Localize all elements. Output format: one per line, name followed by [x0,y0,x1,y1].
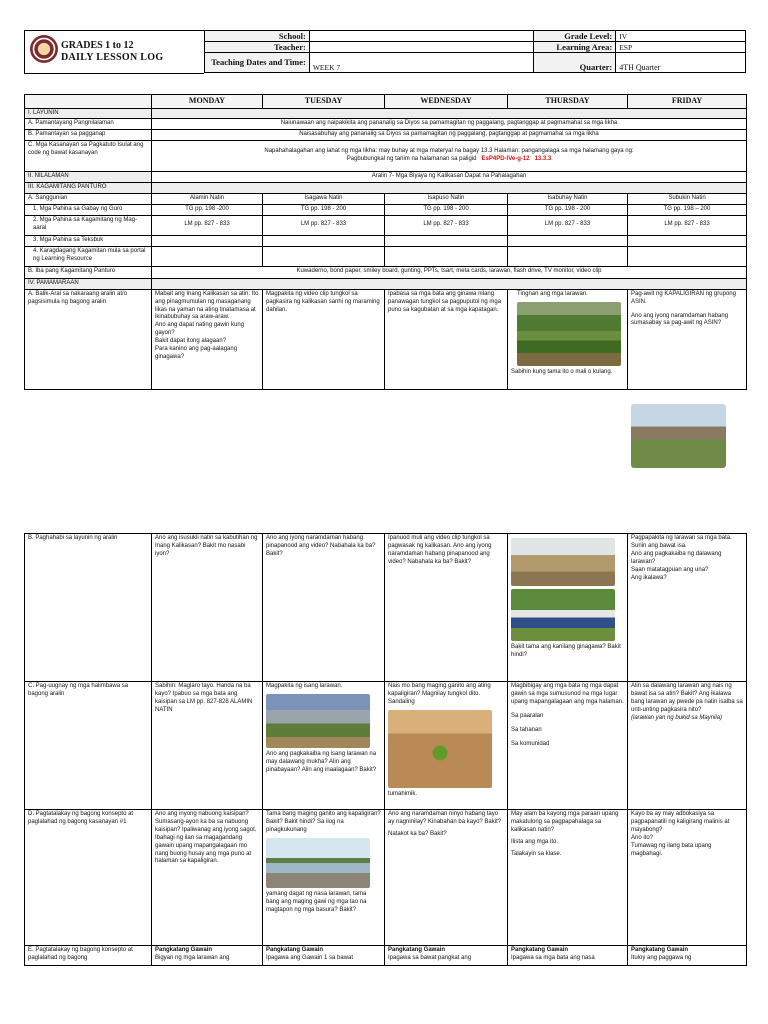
karagdagang-thursday [508,246,628,266]
paghahabi-friday-p2: Ano ang pagkakaiba ng dalawang larawan? [631,550,722,565]
row-label-pagtatalakay-1: D. Pagtatalakay ng bagong konsepto at paglalahad ng bagong kasanayan #1 [25,810,152,946]
nilalaman-value: Aralin 7- Mga Biyaya ng Kalikasan Dapat na Pahalagahan [152,172,747,183]
gawain-wednesday-text: Ipagawa sa bawat pangkat ang [388,954,472,961]
logo-title: GRADES 1 to 12 [61,40,134,51]
section-kagamitang-panturo: III. KAGAMITANG PANTURO [25,183,152,194]
balik-aral-friday-p2: Ano ang iyong naramdaman habang sumasabay sa pag-awit ng ASIN? [631,312,729,327]
pagtatalakay-friday-p2: Ano ito? [631,834,654,841]
pag-uugnay-friday-main: Alin sa dalawang larawan ang nais ng bawat isa sa atin? Bakit? Ang ikalawa bang larawan ay pwede pa natin isalba sa unti-unting pagkasira nito? [631,683,743,713]
lm-pages-tuesday: LM pp. 827 - 833 [263,215,385,235]
gawain-thursday-title: Pangkatang Gawain [511,947,569,953]
village-photo [631,404,726,468]
balik-aral-monday-p2: Ano ang dapat nating gawin kung gayon? [155,322,245,337]
gawain-thursday [508,946,628,966]
pagtatalakay-friday [628,810,747,946]
gawain-tuesday [263,946,385,966]
city-vs-nature-photo [266,694,370,748]
lm-pages-monday: LM pp. 827 - 833 [152,215,263,235]
section-pamamaraan-fill [152,278,747,289]
karagdagang-friday [628,246,747,266]
day-header-monday: MONDAY [152,95,263,109]
pagtatalakay-thursday [508,810,628,946]
pamantayan-pagganap-value: Naisasabuhay ang pananalig sa Diyos sa pamamagitan ng paggalang, pagtanggap at pagmamahal sa mga likha [152,130,747,141]
gawain-wednesday-title: Pangkatang Gawain [388,947,446,953]
kasanayan-text: Napahahalagahan ang lahat ng mga likha: may buhay at mga materyal na bagay 13.3 Halaman: pangangalaga sa mga halamang gaya ng: [264,148,634,155]
section-kagamitang-fill [152,183,747,194]
row-label-iba-pang-kagamitan: B. Iba pang Kagamitang Panturo [25,266,152,278]
pag-uugnay-wednesday-top: Nais mo bang maging ganito ang ating kapaligiran? Magnilay tungkol dito. Sandaling [388,683,491,705]
pagtatalakay-monday-p1: Ano ang inyong nabuong kaisipan? [155,811,249,817]
grade-level-value: IV [616,31,746,42]
teaching-dates-value: WEEK 7 [309,53,534,73]
phase-monday: Alamin Natin [152,194,263,205]
dll-header [24,30,746,74]
gawain-monday [152,946,263,966]
paghahabi-friday [628,534,747,682]
day-header-tuesday: TUESDAY [263,95,385,109]
quarter-value: 4TH Quarter [616,53,746,73]
farm-photo [511,538,615,586]
balik-aral-monday-p4: Para kanino ang pag-aalagang ginagawa? [155,346,238,360]
garden-photo [517,302,621,366]
pagtatalakay-monday-p3: Ibahagi ng ilan sa magagandang gawain upang mapangalagaan mo nang buong husay ang mga puno at halaman sa kapaligiran. [155,834,252,865]
gawain-wednesday [385,946,508,966]
balik-aral-friday [628,289,747,389]
pagtatalakay-tuesday [263,810,385,946]
dry-land-photo [388,710,492,788]
phase-tuesday: Isagawa Natin [263,194,385,205]
pag-uugnay-monday: Sabihin: Maglaro tayo. Handa na ba kayo? Ipabuo sa mga bata ang kaisipan sa LM pp. 827-828 ALAMIN NATIN [152,682,263,810]
tg-pages-wednesday: TG pp. 198 - 200 [385,204,508,215]
pag-uugnay-thursday-p3: Sa tahanan [511,726,542,733]
kasanayan-value [152,141,747,172]
row-label-karagdagang-kagamitan: 4. Karagdagang Kagamitan mula sa portal ng Learning Resource [25,246,152,266]
lm-pages-friday: LM pp. 827 - 833 [628,215,747,235]
pag-uugnay-thursday-p2: Sa paaralan [511,712,544,719]
polluted-river-photo [266,838,370,888]
balik-aral-tuesday-p1: Magpakita ng video clip tungkol sa pagkasira ng kalikasan sanhi ng maraming dahilan. [266,290,380,313]
balik-aral-monday-p1: Mabait ang Inang Kalikasan sa atin. Ito ang pinagmumulan ng masaganang likas na yaman na ating tinatamasa at ikinabubuhay sa araw-araw. [155,290,259,321]
paghahabi-friday-p1: Pagpapakita ng larawan sa mga bata. Suriin ang bawat isa. [631,535,732,549]
grade-level-label: Grade Level: [534,31,616,42]
school-label: School: [205,31,310,42]
pagtatalakay-tuesday-bottom: yamang dagat ng nasa larawan, tama bang ang maging gawi ng mga tao na magtapon ng mga basura? Bakit? [266,890,367,913]
pagtatalakay-friday-p1: Kayo ba ay may adbokasiya sa pagpapanatili ng kaligirang malinis at mayabong? [631,811,730,833]
teksbuk-friday [628,235,747,246]
dll-main-table [24,94,747,390]
balik-aral-tuesday [263,289,385,389]
pag-uugnay-thursday-p4: Sa komunidad [511,740,550,747]
paghahabi-friday-p3: Saan matatagpuan ang una? [631,566,709,573]
teacher-label: Teacher: [205,42,310,53]
learning-area-value: ESP [616,42,746,53]
cleanup-photo [511,589,615,641]
row-label-paghahabi: B. Paghahabi sa layunin ng aralin [25,534,152,682]
corner-cell [25,95,152,109]
school-value [309,31,534,42]
pagtatalakay-thursday-p1: May alam ba kayong mga paraan upang makatulong sa pagpapahalaga sa kalikasan natin? [511,811,619,833]
teksbuk-thursday [508,235,628,246]
karagdagang-monday [152,246,263,266]
gawain-tuesday-title: Pangkatang Gawain [266,947,324,953]
row-label-pagtatalakay-2: E. Pagtatalakay ng bagong konsepto at paglalahad ng bagong [25,946,152,966]
day-header-thursday: THURSDAY [508,95,628,109]
pagtatalakay-wednesday-p1: Ano ang naramdaman ninyo habang tayo ay nagninilay? Kinabahan ba kayo? Bakit? [388,811,502,825]
paghahabi-tuesday: Ano ang iyong naramdaman habang pinapanood ang video? Nabahala ka ba? Bakit? [263,534,385,682]
logo-subtitle: DAILY LESSON LOG [61,52,164,63]
deped-seal-icon [30,35,58,63]
balik-aral-monday [152,289,263,389]
row-label-kasanayan: C. Mga Kasanayan sa Pagkatuto Isulat ang code ng bawat kasanayan [25,141,152,172]
pag-uugnay-thursday [508,682,628,810]
pag-uugnay-tuesday-top: Magpakita ng isang larawan. [266,683,343,689]
pagtatalakay-thursday-p2: Ilista ang mga ito. [511,838,559,845]
paghahabi-monday: Ano ang isusukli natin sa kabutihan ng Inang Kalikasan? Bakit mo nasabi iyon? [152,534,263,682]
pag-uugnay-wednesday [385,682,508,810]
gawain-monday-title: Pangkatang Gawain [155,947,213,953]
tg-pages-monday: TG pp. 198 -200 [152,204,263,215]
pagtatalakay-monday [152,810,263,946]
gawain-tuesday-text: Ipagawa ang Gawain 1 sa bawat [266,954,354,961]
pamantayang-pangnilalaman-value: Naiunawaan ang naipakikita ang pananalig sa Diyos sa pamamagitan ng paggalang, pagtanggap at pagmamahal sa mga likha [152,119,747,130]
paghahabi-thursday-text: Bakit tama ang kanilang ginagawa? Bakit hindi? [511,644,621,658]
phase-thursday: Isabuhay Natin [508,194,628,205]
pagtatalakay-wednesday-p2: Natakot ka ba? Bakit? [388,830,447,837]
row-label-pag-uugnay: C. Pag-uugnay ng mga halimbawa sa bagong aralin [25,682,152,810]
teacher-value [309,42,534,53]
competency-subcode: 13.3.3 [534,156,552,163]
tg-pages-thursday: TG pp. 198 - 200 [508,204,628,215]
iba-pang-kagamitan-value: Kuwaderno, bond paper, smiley board, gunting, PPTs, tsart, meta cards, larawan, flash drive, TV monitor, video clip [152,266,747,278]
pag-uugnay-wednesday-bottom: tumahimik. [388,790,418,797]
pagtatalakay-wednesday [385,810,508,946]
balik-aral-wednesday [385,289,508,389]
dll-procedure-table [24,533,747,966]
balik-aral-thursday-bottom: Sabihin kung tama ito o mali o kulang. [511,368,613,375]
balik-aral-friday-p1: Pag-awit ng KAPALIGIRAN ng grupong ASIN. [631,290,736,305]
pagtatalakay-monday-p2: Sumasang-ayon ka ba sa nabuong kaisipan? Ipaliwanag ang iyong sagot. [155,818,257,833]
balik-aral-monday-p3: Bakit dapat itong alagaan? [155,338,227,345]
karagdagang-wednesday [385,246,508,266]
teksbuk-monday [152,235,263,246]
day-header-wednesday: WEDNESDAY [385,95,508,109]
pag-uugnay-friday [628,682,747,810]
logo-cell [24,30,204,74]
quarter-label: Quarter: [534,53,616,73]
karagdagang-tuesday [263,246,385,266]
teksbuk-tuesday [263,235,385,246]
pag-uugnay-thursday-p1: Magbibigay ang mga bata ng mga dapat gawin sa mga sumusunod na mga lugar upang mapangalagaan ang mga halaman. [511,683,624,705]
kasanayan-text-2: Pagbubungkal ng tanim na halamanan sa paligid [346,156,477,163]
gawain-monday-text: Bigyan ng mga larawan ang [155,954,230,961]
paghahabi-thursday [508,534,628,682]
balik-aral-wednesday-p1: Ipabasa sa mga bata ang ginawa nilang panawagan tungkol sa pagpuputol ng mga puno sa kagubatan at sa mga kapatagan. [388,290,502,313]
row-label-gabay-guro: 1. Mga Pahina sa Gabay ng Guro [25,204,152,215]
section-layunin-fill [152,108,747,119]
balik-aral-thursday-top: Tingnan ang mga larawan. [517,290,588,297]
tg-pages-tuesday: TG pp. 198 - 200 [263,204,385,215]
section-nilalaman: II. NILALAMAN [25,172,152,183]
lm-pages-thursday: LM pp. 827 - 833 [508,215,628,235]
teaching-dates-label: Teaching Dates and Time: [205,53,310,73]
row-label-teksbuk: 3. Mga Pahina sa Teksbuk [25,235,152,246]
gawain-thursday-text: Ipagawa sa mga bata ang nasa [511,954,595,961]
paghahabi-wednesday: Ipanuod muli ang video clip tungkol sa pagwasak ng kalikasan. Ano ang iyong naramdaman habang pinapanood ang video? Nabahala ka ba? Bakit? [385,534,508,682]
gawain-friday-text: Ituloy ang paggawa ng [631,954,692,961]
phase-friday: Subukin Natin [628,194,747,205]
row-label-pamantayan-pagganap: B. Pamantayan sa pagganap [25,130,152,141]
competency-code: EsP4PD-IVe-g-12 [481,156,530,163]
gawain-friday-title: Pangkatang Gawain [631,947,689,953]
header-info-table [204,30,746,73]
tg-pages-friday: TG pp. 198 – 200 [628,204,747,215]
pag-uugnay-friday-note: (larawan yan ng bukid sa Maynila) [631,714,723,721]
section-layunin: I. LAYUNIN [25,108,152,119]
pagtatalakay-tuesday-top: Tama bang maging ganito ang kapaligiran? Bakit? Bakit hindi? Sa ilog na pinagkukunang [266,811,381,833]
learning-area-label: Learning Area: [534,42,616,53]
pag-uugnay-tuesday-bottom: Ano ang pagkakaiba ng isang larawan na may dalawang mukha? Alin ang pinabayaan? Alin ang inaalagaan? Bakit? [266,750,377,773]
row-label-kagamitang-magaaral: 2. Mga Pahina sa Kagamitang ng Mag-aaral [25,215,152,235]
section-pamamaraan: IV. PAMAMARAAN [25,278,152,289]
row-label-balik-aral: A. Balik-Aral sa nakaraang aralin at/o pagsisimula ng bagong aralin [25,289,152,389]
gawain-friday [628,946,747,966]
pag-uugnay-tuesday [263,682,385,810]
balik-aral-thursday [508,289,628,389]
day-header-friday: FRIDAY [628,95,747,109]
paghahabi-friday-p4: Ang ikalawa? [631,574,667,581]
row-label-pamantayang-pangnilalaman: A. Pamantayang Pangnilalaman [25,119,152,130]
lm-pages-wednesday: LM pp. 827 - 833 [385,215,508,235]
teksbuk-wednesday [385,235,508,246]
row-label-sanggunian: A. Sanggunian [25,194,152,205]
phase-wednesday: Isapuso Natin [385,194,508,205]
pagtatalakay-thursday-p3: Talakayin sa klase. [511,850,562,857]
pagtatalakay-friday-p3: Tumawag ng ilang bata upang magbahagi. [631,842,712,857]
